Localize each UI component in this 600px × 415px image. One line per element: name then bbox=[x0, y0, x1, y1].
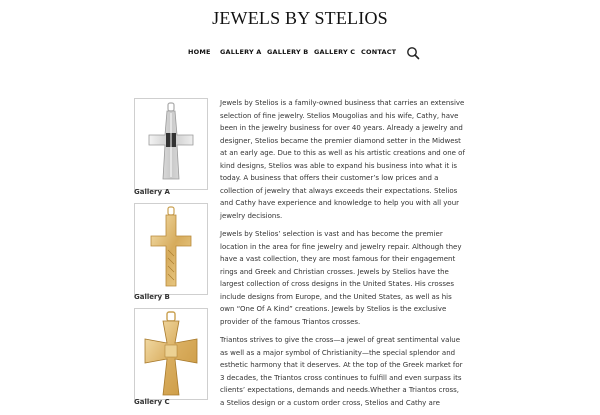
nav-item-gallery-c[interactable]: GALLERY C bbox=[314, 48, 356, 56]
about-paragraph-3: Triantos strives to give the cross—a jewel of great sentimental value as well as a major symbol of Christianity—the special splendor and esthetic harmony that it deserves. At the top of the Greek market for 3 decades, the Triantos cross continues to fulfill and even surpass its clients’ expectations, demands and needs.Whether a Triantos cross, a Stelios design or a custom order cross, Stelios and Cathy are bbox=[220, 336, 463, 407]
gallery-c-thumbnail[interactable] bbox=[134, 308, 208, 400]
gallery-a-label[interactable]: Gallery A bbox=[134, 188, 170, 196]
nav-item-contact[interactable]: CONTACT bbox=[361, 48, 397, 56]
search-icon[interactable] bbox=[406, 45, 420, 59]
gallery-a-thumbnail[interactable] bbox=[134, 98, 208, 190]
maltese-cross-image bbox=[135, 309, 207, 399]
main-content bbox=[220, 97, 465, 415]
nav-item-home[interactable]: HOME bbox=[188, 48, 211, 56]
nav-item-gallery-a[interactable]: GALLERY A bbox=[220, 48, 262, 56]
gallery-c-label[interactable]: Gallery C bbox=[134, 398, 170, 406]
about-paragraph-1: Jewels by Stelios is a family-owned business that carries an extensive selection of fine jewelry. Stelios Mougolias and his wife, Cathy, have been in the jewelry business for over 40 years. Already a jewelry and designer, Stelios became the premier diamond setter in the Midwest at an early age. Due to this as well as his artistic creations and one of kind designs, Stelios was able to expand his business into what it is today. A business that offers their customer’s low prices and a collection of jewelry that always exceeds their expectations. Stelios and Cathy have experience and knowledge to help you with all your jewelry decisions. bbox=[220, 99, 465, 220]
about-paragraph-2: Jewels by Stelios’ selection is vast and has become the premier location in the area for fine jewelry and jewelry repair. Although they have a vast collection, they are most famous for their engagement rings and Greek and Christian crosses. Jewels by Stelios have the largest collection of cross designs in the United States. His crosses include designs from Europe, and the United States, as well as his own “One Of A Kind” creations. Jewels by Stelios is the exclusive provider of the famous Triantos crosses. bbox=[220, 230, 462, 326]
main-nav bbox=[0, 45, 600, 59]
gold-cross-image bbox=[135, 204, 207, 294]
gallery-b-thumbnail[interactable] bbox=[134, 203, 208, 295]
gallery-b-label[interactable]: Gallery B bbox=[134, 293, 170, 301]
site-title[interactable]: JEWELS BY STELIOS bbox=[212, 8, 388, 28]
nav-item-gallery-b[interactable]: GALLERY B bbox=[267, 48, 309, 56]
silver-cross-image bbox=[135, 99, 207, 189]
